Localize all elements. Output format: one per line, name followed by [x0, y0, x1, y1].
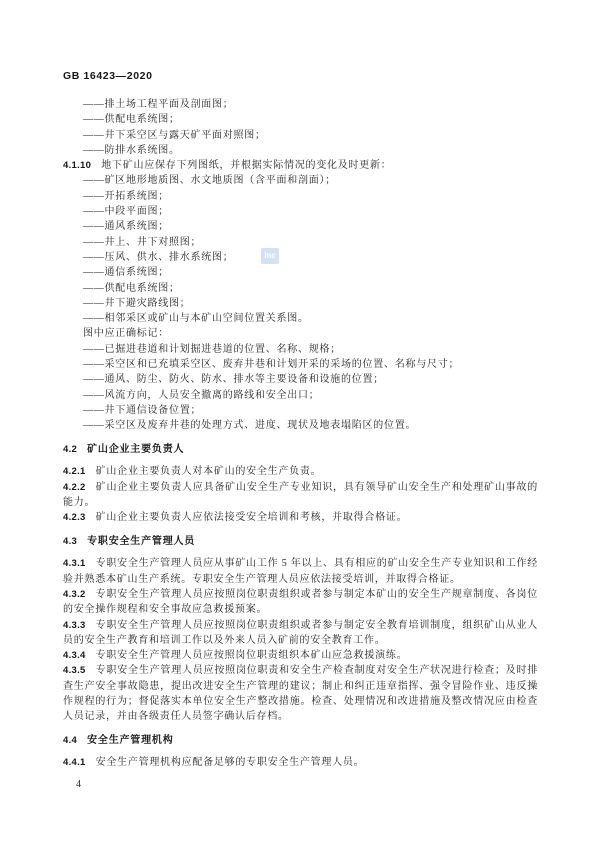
- list-item: ——排土场工程平面及剖面图；: [83, 99, 234, 110]
- clause-text: 专职安全生产管理人员应按照岗位职责组织或者参与制定本矿山的安全生产规章制度、各岗位的安全操作规程和安全事故应急救援预案。: [63, 588, 538, 616]
- document-body: [63, 97, 538, 771]
- clause-text: 矿山企业主要负责人: [87, 443, 185, 455]
- list-item: ——开拓系统图；: [83, 190, 169, 202]
- clause-number: 4.4.1: [63, 757, 86, 769]
- list-item: ——井下避灾路线图；: [83, 297, 191, 309]
- clause-text: 专职安全生产管理人员应从事矿山工作 5 年以上、具有相应的矿山安全生产专业知识和工作经验并熟悉本矿山生产系统。专职安全生产管理人员应依法接受培训，并取得合格证。: [63, 558, 538, 585]
- list-item: ——矿区地形地质图、水文地质图（含平面和剖面）；: [83, 175, 336, 187]
- list-item: ——防排水系统图。: [83, 144, 180, 156]
- clause-paragraph: [63, 755, 538, 770]
- clause-number: 4.4: [63, 734, 78, 746]
- clause-number: 4.2.2: [63, 481, 86, 493]
- clause-paragraph: [63, 158, 538, 173]
- page-number: 4: [76, 779, 81, 790]
- list-item: ——通风、防尘、防火、防水、排水等主要设备和设施的位置；: [83, 374, 384, 386]
- clause-paragraph: [63, 587, 538, 618]
- clause-number: 4.3.3: [63, 619, 86, 631]
- clause-paragraph: [63, 510, 538, 525]
- clause-number: 4.3.2: [63, 588, 86, 600]
- clause-number: 4.2: [63, 443, 78, 455]
- clause-number: 4.2.1: [63, 466, 86, 478]
- list-item: ——相邻采区或矿山与本矿山空间位置关系图。: [83, 313, 309, 325]
- list-item: ——风流方向，人员安全撤离的路线和安全出口；: [83, 389, 320, 401]
- section-heading: [63, 534, 538, 549]
- list-item: ——采空区及废弃井巷的处理方式、进度、现状及地表塌陷区的位置。: [83, 420, 417, 432]
- clause-number: 4.3: [63, 535, 78, 547]
- clause-paragraph: [63, 618, 538, 649]
- list-item: ——中段平面图；: [83, 206, 169, 218]
- clause-text: 专职安全生产管理人员应按照岗位职责组织或者参与制定安全教育培训制度，组织矿山从业人员的安全生产教育和培训工作以及外来人员入矿前的安全教育工作。: [63, 619, 538, 646]
- clause-text: 专职安全生产管理人员应按照岗位职责和安全生产检查制度对安全生产状况进行检查；及时排查生产安全事故隐患，提出改进安全生产管理的建议；制止和纠正违章指挥、强令冒险作业、违反操作规程的行为；督促落实本单位安全生产整改措施。检查、处理情况和改进措施及整改情况应由检查人员记录，并由各级责任人员签字确认后存档。: [63, 665, 538, 723]
- clause-paragraph: [63, 556, 538, 587]
- clause-number: 4.3.5: [63, 665, 86, 677]
- list-item: ——供配电系统图；: [83, 282, 180, 294]
- section-heading: [63, 442, 538, 457]
- list-item: ——井下采空区与露天矿平面对照图；: [83, 129, 266, 141]
- site-watermark-badge: inc: [261, 248, 279, 264]
- clause-number: 4.3.1: [63, 558, 86, 570]
- clause-text: 专职安全生产管理人员应按照岗位职责组织本矿山应急救援演练。: [95, 650, 408, 662]
- clause-text: 地下矿山应保存下列图纸，并根据实际情况的变化及时更新：: [101, 160, 392, 172]
- clause-paragraph: [63, 663, 538, 724]
- clause-text: 专职安全生产管理人员: [87, 535, 196, 547]
- clause-paragraph: [63, 480, 538, 511]
- standard-number-header: GB 16423—2020: [63, 70, 153, 82]
- clause-text: 矿山企业主要负责人应依法接受安全培训和考核，并取得合格证。: [95, 512, 408, 524]
- clause-number: 4.1.10: [63, 160, 92, 172]
- clause-paragraph: [63, 648, 538, 663]
- list-item: ——井上、井下对照图；: [83, 236, 202, 248]
- list-item: ——压风、供水、排水系统图；: [83, 251, 234, 263]
- list-item: ——井下通信设备位置；: [83, 404, 202, 416]
- list-item: ——已掘进巷道和计划掘进巷道的位置、名称、规格；: [83, 343, 341, 355]
- list-item: ——通风系统图；: [83, 221, 169, 233]
- section-heading: [63, 733, 538, 748]
- list-item: ——采空区和已充填采空区、废弃井巷和计划开采的采场的位置、名称与尺寸；: [83, 359, 460, 371]
- list-item: ——通信系统图；: [83, 267, 169, 279]
- clause-number: 4.3.4: [63, 650, 86, 662]
- clause-text: 安全生产管理机构: [87, 734, 174, 746]
- label-line: 图中应正确标记：: [83, 328, 169, 340]
- clause-number: 4.2.3: [63, 512, 86, 524]
- clause-text: 矿山企业主要负责人应具备矿山安全生产专业知识，具有领导矿山安全生产和处理矿山事故的能力。: [63, 481, 538, 508]
- clause-text: 安全生产管理机构应配备足够的专职安全生产管理人员。: [95, 757, 365, 769]
- list-item: ——供配电系统图；: [83, 114, 180, 126]
- clause-paragraph: [63, 464, 538, 479]
- clause-text: 矿山企业主要负责人对本矿山的安全生产负责。: [95, 466, 322, 478]
